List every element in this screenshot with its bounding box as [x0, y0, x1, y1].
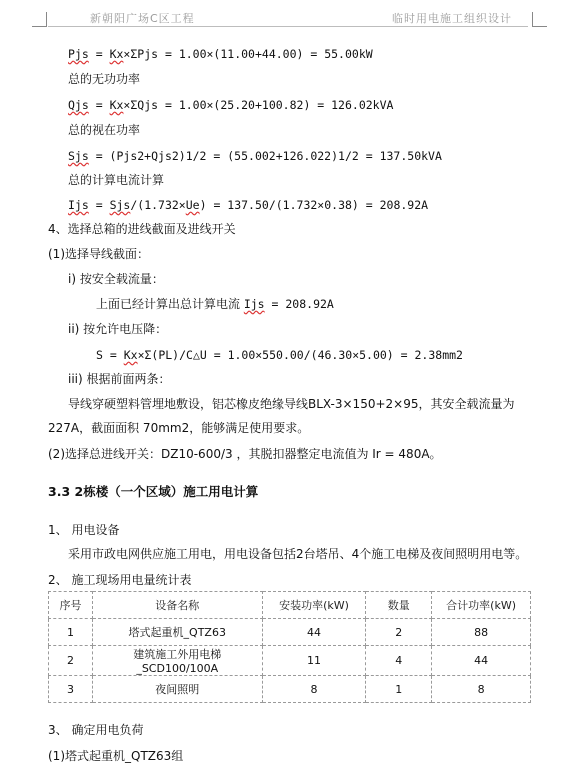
kx-symbol: Kx [109, 47, 124, 61]
table-header-row [49, 592, 531, 619]
table-header-cell: 设备名称 [92, 592, 262, 619]
table-header-cell: 合计功率(kW) [432, 592, 531, 619]
table-cell: 44 [262, 619, 366, 646]
item-i-text: 上面已经计算出总计算电流 Ijs = 208.92A [96, 297, 334, 311]
table-header-cell: 数量 [366, 592, 432, 619]
header-document-title: 临时用电施工组织设计 [392, 12, 512, 25]
table-row [49, 646, 531, 676]
item-iii-title: iii) 根据前面两条： [68, 372, 171, 386]
table-cell: 塔式起重机_QTZ63 [92, 619, 262, 646]
qjs-formula: Qjs = Kx×ΣQjs = 1.00×(25.20+100.82) = 126.02kVA [68, 98, 394, 112]
item-ii-formula: S = Kx×Σ(PL)/C△U = 1.00×550.00/(46.30×5.00) = 2.38mm2 [96, 348, 463, 362]
table-cell: 44 [432, 646, 531, 676]
crop-mark-top-left [32, 12, 47, 27]
pjs-symbol: Pjs [68, 47, 89, 61]
item-1-text: 采用市政电网供应施工用电，用电设备包括2台塔吊、4个施工电梯及夜间照明用电等。 [68, 547, 528, 561]
item-2-title: 2、 施工现场用电量统计表 [48, 573, 192, 587]
table-header-cell: 安装功率(kW) [262, 592, 366, 619]
header-project-name: 新朝阳广场C区工程 [90, 12, 195, 25]
reactive-power-title: 总的无功功率 [68, 72, 141, 86]
table-cell: 1 [366, 676, 432, 703]
table-cell: 88 [432, 619, 531, 646]
table-header-cell: 序号 [49, 592, 93, 619]
section-3-3-title: 3.3 2栋楼（一个区域）施工用电计算 [48, 484, 259, 499]
sjs-formula: Sjs = (Pjs2+Qjs2)1/2 = (55.002+126.022)1/2 = 137.50kVA [68, 149, 442, 163]
table-cell: 8 [262, 676, 366, 703]
current-calc-title: 总的计算电流计算 [68, 173, 165, 187]
item-3-sub: (1)塔式起重机_QTZ63组 [48, 749, 184, 763]
item-3-title: 3、 确定用电负荷 [48, 723, 144, 737]
crop-mark-top-right [532, 12, 547, 27]
table-cell: 8 [432, 676, 531, 703]
item-ii-title: ii) 按允许电压降： [68, 322, 168, 336]
table-row [49, 676, 531, 703]
section-4-sub2: (2)选择总进线开关：DZ10-600/3 ，其脱扣器整定电流值为 Ir = 480A。 [48, 447, 442, 461]
table-row [49, 619, 531, 646]
table-cell: 1 [49, 619, 93, 646]
ijs-formula: Ijs = Sjs/(1.732×Ue) = 137.50/(1.732×0.38) = 208.92A [68, 198, 429, 212]
table-cell: 2 [49, 646, 93, 676]
pjs-formula: Pjs = Kx×ΣPjs = 1.00×(11.00+44.00) = 55.00kW [68, 47, 373, 61]
table-cell: 4 [366, 646, 432, 676]
section-4-sub1: (1)选择导线截面： [48, 247, 149, 261]
header-divider [48, 26, 528, 27]
table-cell: 11 [262, 646, 366, 676]
item-i-title: i) 按安全载流量： [68, 272, 164, 286]
item-1-title: 1、 用电设备 [48, 523, 120, 537]
item-iii-text-line1: 导线穿硬塑料管埋地敷设，铝芯橡皮绝缘导线BLX-3×150+2×95，其安全载流量为 [68, 397, 515, 411]
apparent-power-title: 总的视在功率 [68, 123, 141, 137]
table-cell: 建筑施工外用电梯_SCD100/100A [92, 646, 262, 676]
table-cell: 2 [366, 619, 432, 646]
table-cell: 夜间照明 [92, 676, 262, 703]
item-iii-text-line2: 227A，截面面积 70mm2，能够满足使用要求。 [48, 421, 310, 435]
section-4-title: 4、选择总箱的进线截面及进线开关 [48, 222, 236, 236]
power-statistics-table [48, 591, 531, 703]
table-cell: 3 [49, 676, 93, 703]
